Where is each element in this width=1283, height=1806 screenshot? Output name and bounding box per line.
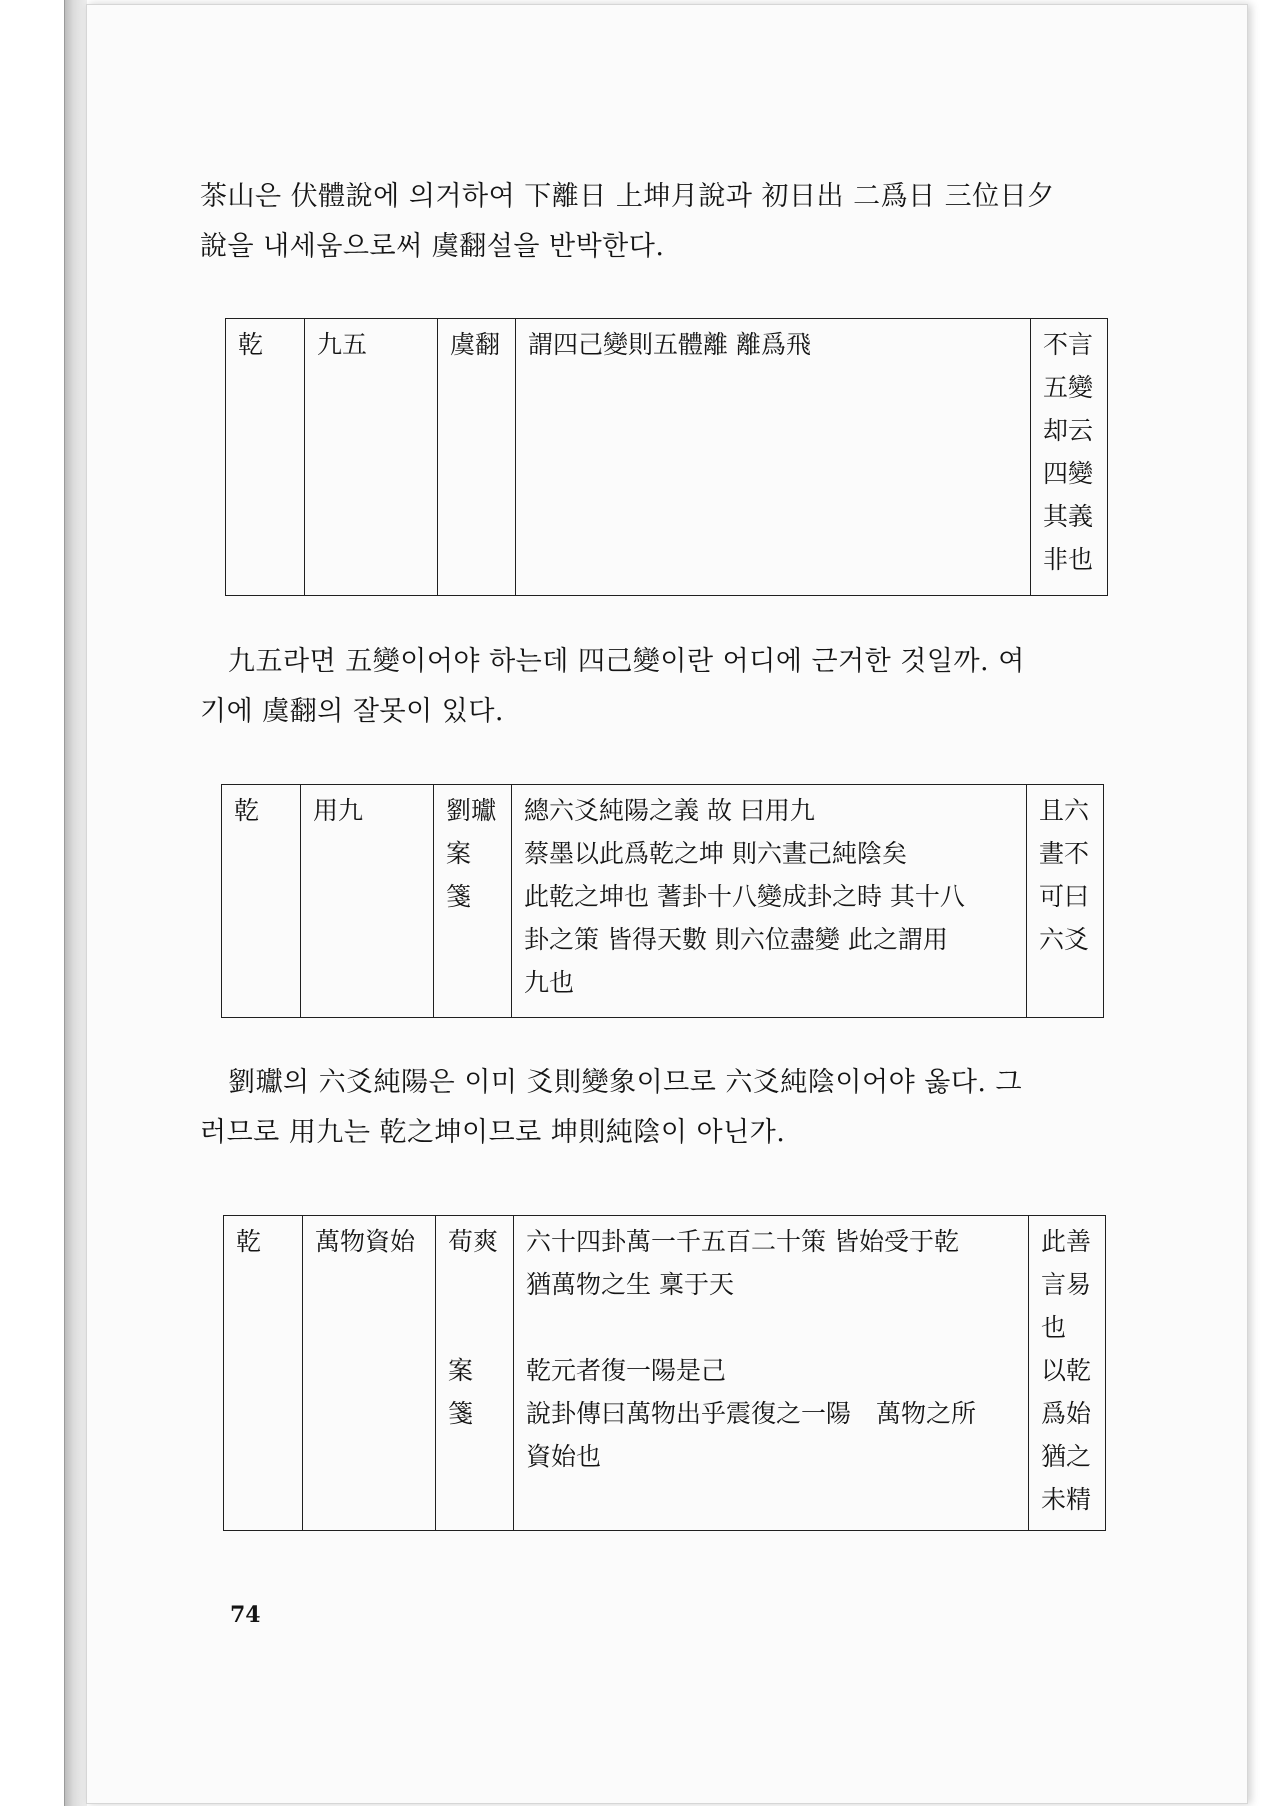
- author-line: 箋: [448, 1399, 474, 1428]
- page-number: 74: [230, 1602, 261, 1628]
- paragraph-1: [200, 172, 1115, 272]
- paragraph-line-text: 劉瓛의 六爻純陽은 이미 爻則變象이므로 六爻純陰이어야 옳다. 그: [228, 1067, 1023, 1098]
- text-line: 卦之策 皆得天數 則六位盡變 此之謂用: [524, 925, 948, 954]
- note-line: 其義: [1043, 502, 1094, 531]
- line-cell: 用九: [301, 785, 434, 1018]
- note-line: 爲始: [1041, 1399, 1092, 1428]
- line-cell: 九五: [305, 319, 438, 596]
- author-line: [448, 1263, 503, 1306]
- note-line: 以乾: [1041, 1356, 1092, 1385]
- text-line: [526, 1306, 1018, 1349]
- text-cell: [514, 1216, 1029, 1531]
- gua-cell: 乾: [226, 319, 305, 596]
- gloss-table-3: [223, 1215, 1106, 1531]
- note-line: 此善: [1041, 1227, 1092, 1256]
- text-line: 此乾之坤也 蓍卦十八變成卦之時 其十八: [524, 882, 965, 911]
- text-line: 六十四卦萬一千五百二十策 皆始受于乾: [526, 1227, 959, 1256]
- note-cell: [1029, 1216, 1106, 1531]
- note-line: 可曰: [1039, 882, 1090, 911]
- author-line: 箋: [446, 882, 472, 911]
- paragraph-line-text: 九五라면 五變이어야 하는데 四己變이란 어디에 근거한 것일까. 여: [228, 646, 1025, 677]
- paragraph-line: 茶山은 伏體說에 의거하여 下離日 上坤月說과 初日出 二爲日 三位日夕: [200, 181, 1055, 212]
- author-line: [448, 1306, 503, 1349]
- note-line: 四變: [1043, 459, 1094, 488]
- text-line: 九也: [524, 968, 575, 997]
- line-cell: 萬物資始: [303, 1216, 436, 1531]
- author-line: 案: [448, 1356, 474, 1385]
- text-cell: [516, 319, 1031, 596]
- paragraph-line: 기에 虞翻의 잘못이 있다.: [200, 696, 504, 727]
- note-line: 不言: [1043, 330, 1094, 359]
- author-cell: [434, 785, 512, 1018]
- paragraph-line: 러므로 用九는 乾之坤이므로 坤則純陰이 아닌가.: [200, 1117, 786, 1148]
- note-line: 晝不: [1039, 839, 1090, 868]
- author-line: 虞翻: [450, 330, 501, 359]
- text-line: 資始也: [526, 1442, 602, 1471]
- note-line: 猶之: [1041, 1442, 1092, 1471]
- author-cell: [438, 319, 516, 596]
- gloss-table-1: [225, 318, 1108, 596]
- author-line: 荀爽: [448, 1227, 499, 1256]
- note-cell: [1027, 785, 1104, 1018]
- paragraph-line: 說을 내세움으로써 虞翻설을 반박한다.: [200, 231, 665, 262]
- note-line: 且六: [1039, 796, 1090, 825]
- paragraph-3: [200, 1058, 1115, 1158]
- text-line: 乾元者復一陽是己: [526, 1356, 727, 1385]
- book-spine: [64, 0, 87, 1806]
- author-cell: [436, 1216, 514, 1531]
- note-line: 未精: [1041, 1485, 1092, 1514]
- paragraph-2: [200, 637, 1115, 737]
- text-line: 猶萬物之生 稟于天: [526, 1270, 734, 1299]
- note-line: 五變: [1043, 373, 1094, 402]
- text-line: 總六爻純陽之義 故 曰用九: [524, 796, 815, 825]
- gua-cell: 乾: [224, 1216, 303, 1531]
- note-cell: [1031, 319, 1108, 596]
- text-line: 謂四己變則五體離 離爲飛: [528, 330, 811, 359]
- text-cell: [512, 785, 1027, 1018]
- paragraph-line: [200, 637, 1115, 687]
- gua-cell: 乾: [222, 785, 301, 1018]
- text-line: 說卦傳曰萬物出乎震復之一陽 萬物之所: [526, 1399, 977, 1428]
- note-line: 却云: [1043, 416, 1094, 445]
- note-line: 言易: [1041, 1270, 1092, 1299]
- author-line: 劉瓛: [446, 796, 497, 825]
- text-line: 蔡墨以此爲乾之坤 則六晝己純陰矣: [524, 839, 907, 868]
- note-line: 也: [1041, 1313, 1067, 1342]
- note-line: 六爻: [1039, 925, 1090, 954]
- paragraph-line: [200, 1058, 1115, 1108]
- author-line: 案: [446, 839, 472, 868]
- note-line: 非也: [1043, 545, 1094, 574]
- gloss-table-2: [221, 784, 1104, 1018]
